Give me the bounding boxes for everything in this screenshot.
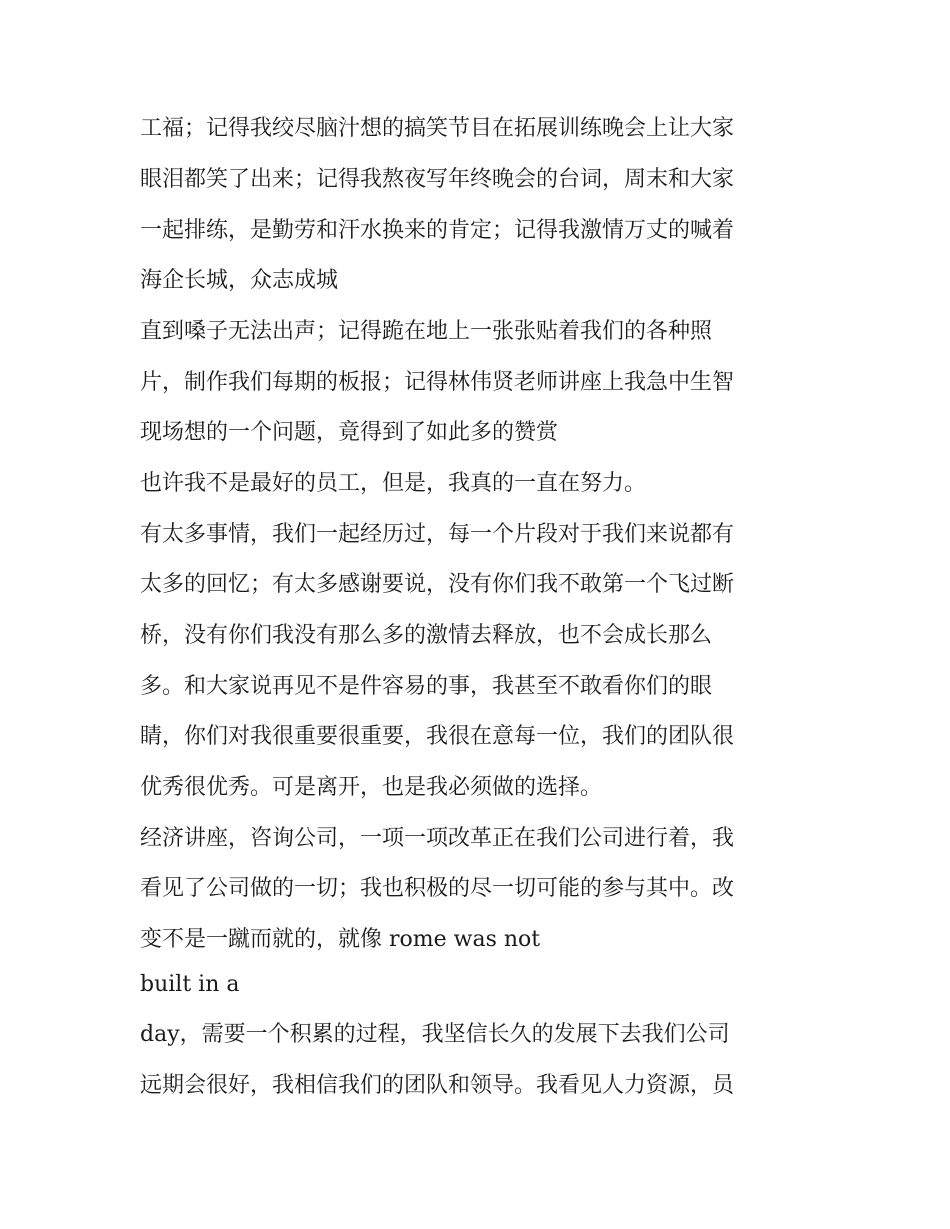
- text-line: 变不是一蹴而就的，就像 rome was not: [140, 927, 541, 952]
- text-line: 工福；记得我绞尽脑汁想的搞笑节目在拓展训练晚会上让大家: [140, 116, 735, 141]
- text-line: 看见了公司做的一切；我也积极的尽一切可能的参与其中。改: [140, 876, 735, 901]
- text-line: built in a: [140, 972, 240, 997]
- text-line: 优秀很优秀。可是离开，也是我必须做的选择。: [140, 775, 603, 800]
- text-line: 片，制作我们每期的板报；记得林伟贤老师讲座上我急中生智: [140, 370, 735, 395]
- text-line: 海企长城，众志成城: [140, 268, 339, 293]
- text-line: day，需要一个积累的过程，我坚信长久的发展下去我们公司: [140, 1022, 730, 1047]
- text-line: 经济讲座，咨询公司，一项一项改革正在我们公司进行着，我: [140, 826, 735, 851]
- text-line: 也许我不是最好的员工，但是，我真的一直在努力。: [140, 471, 647, 496]
- text-line: 直到嗓子无法出声；记得跪在地上一张张贴着我们的各种照: [140, 319, 713, 344]
- text-line: 有太多事情，我们一起经历过，每一个片段对于我们来说都有: [140, 522, 735, 547]
- text-line: 一起排练，是勤劳和汗水换来的肯定；记得我激情万丈的喊着: [140, 218, 735, 243]
- text-line: 太多的回忆；有太多感谢要说，没有你们我不敢第一个飞过断: [140, 572, 735, 597]
- text-line: 远期会很好，我相信我们的团队和领导。我看见人力资源，员: [140, 1073, 735, 1098]
- text-line: 桥，没有你们我没有那么多的激情去释放，也不会成长那么: [140, 623, 713, 648]
- text-line: 睛，你们对我很重要很重要，我很在意每一位，我们的团队很: [140, 724, 735, 749]
- text-line: 现场想的一个问题，竟得到了如此多的赞赏: [140, 420, 559, 445]
- text-line: 多。和大家说再见不是件容易的事，我甚至不敢看你们的眼: [140, 674, 713, 699]
- text-line: 眼泪都笑了出来；记得我熬夜写年终晚会的台词，周末和大家: [140, 167, 735, 192]
